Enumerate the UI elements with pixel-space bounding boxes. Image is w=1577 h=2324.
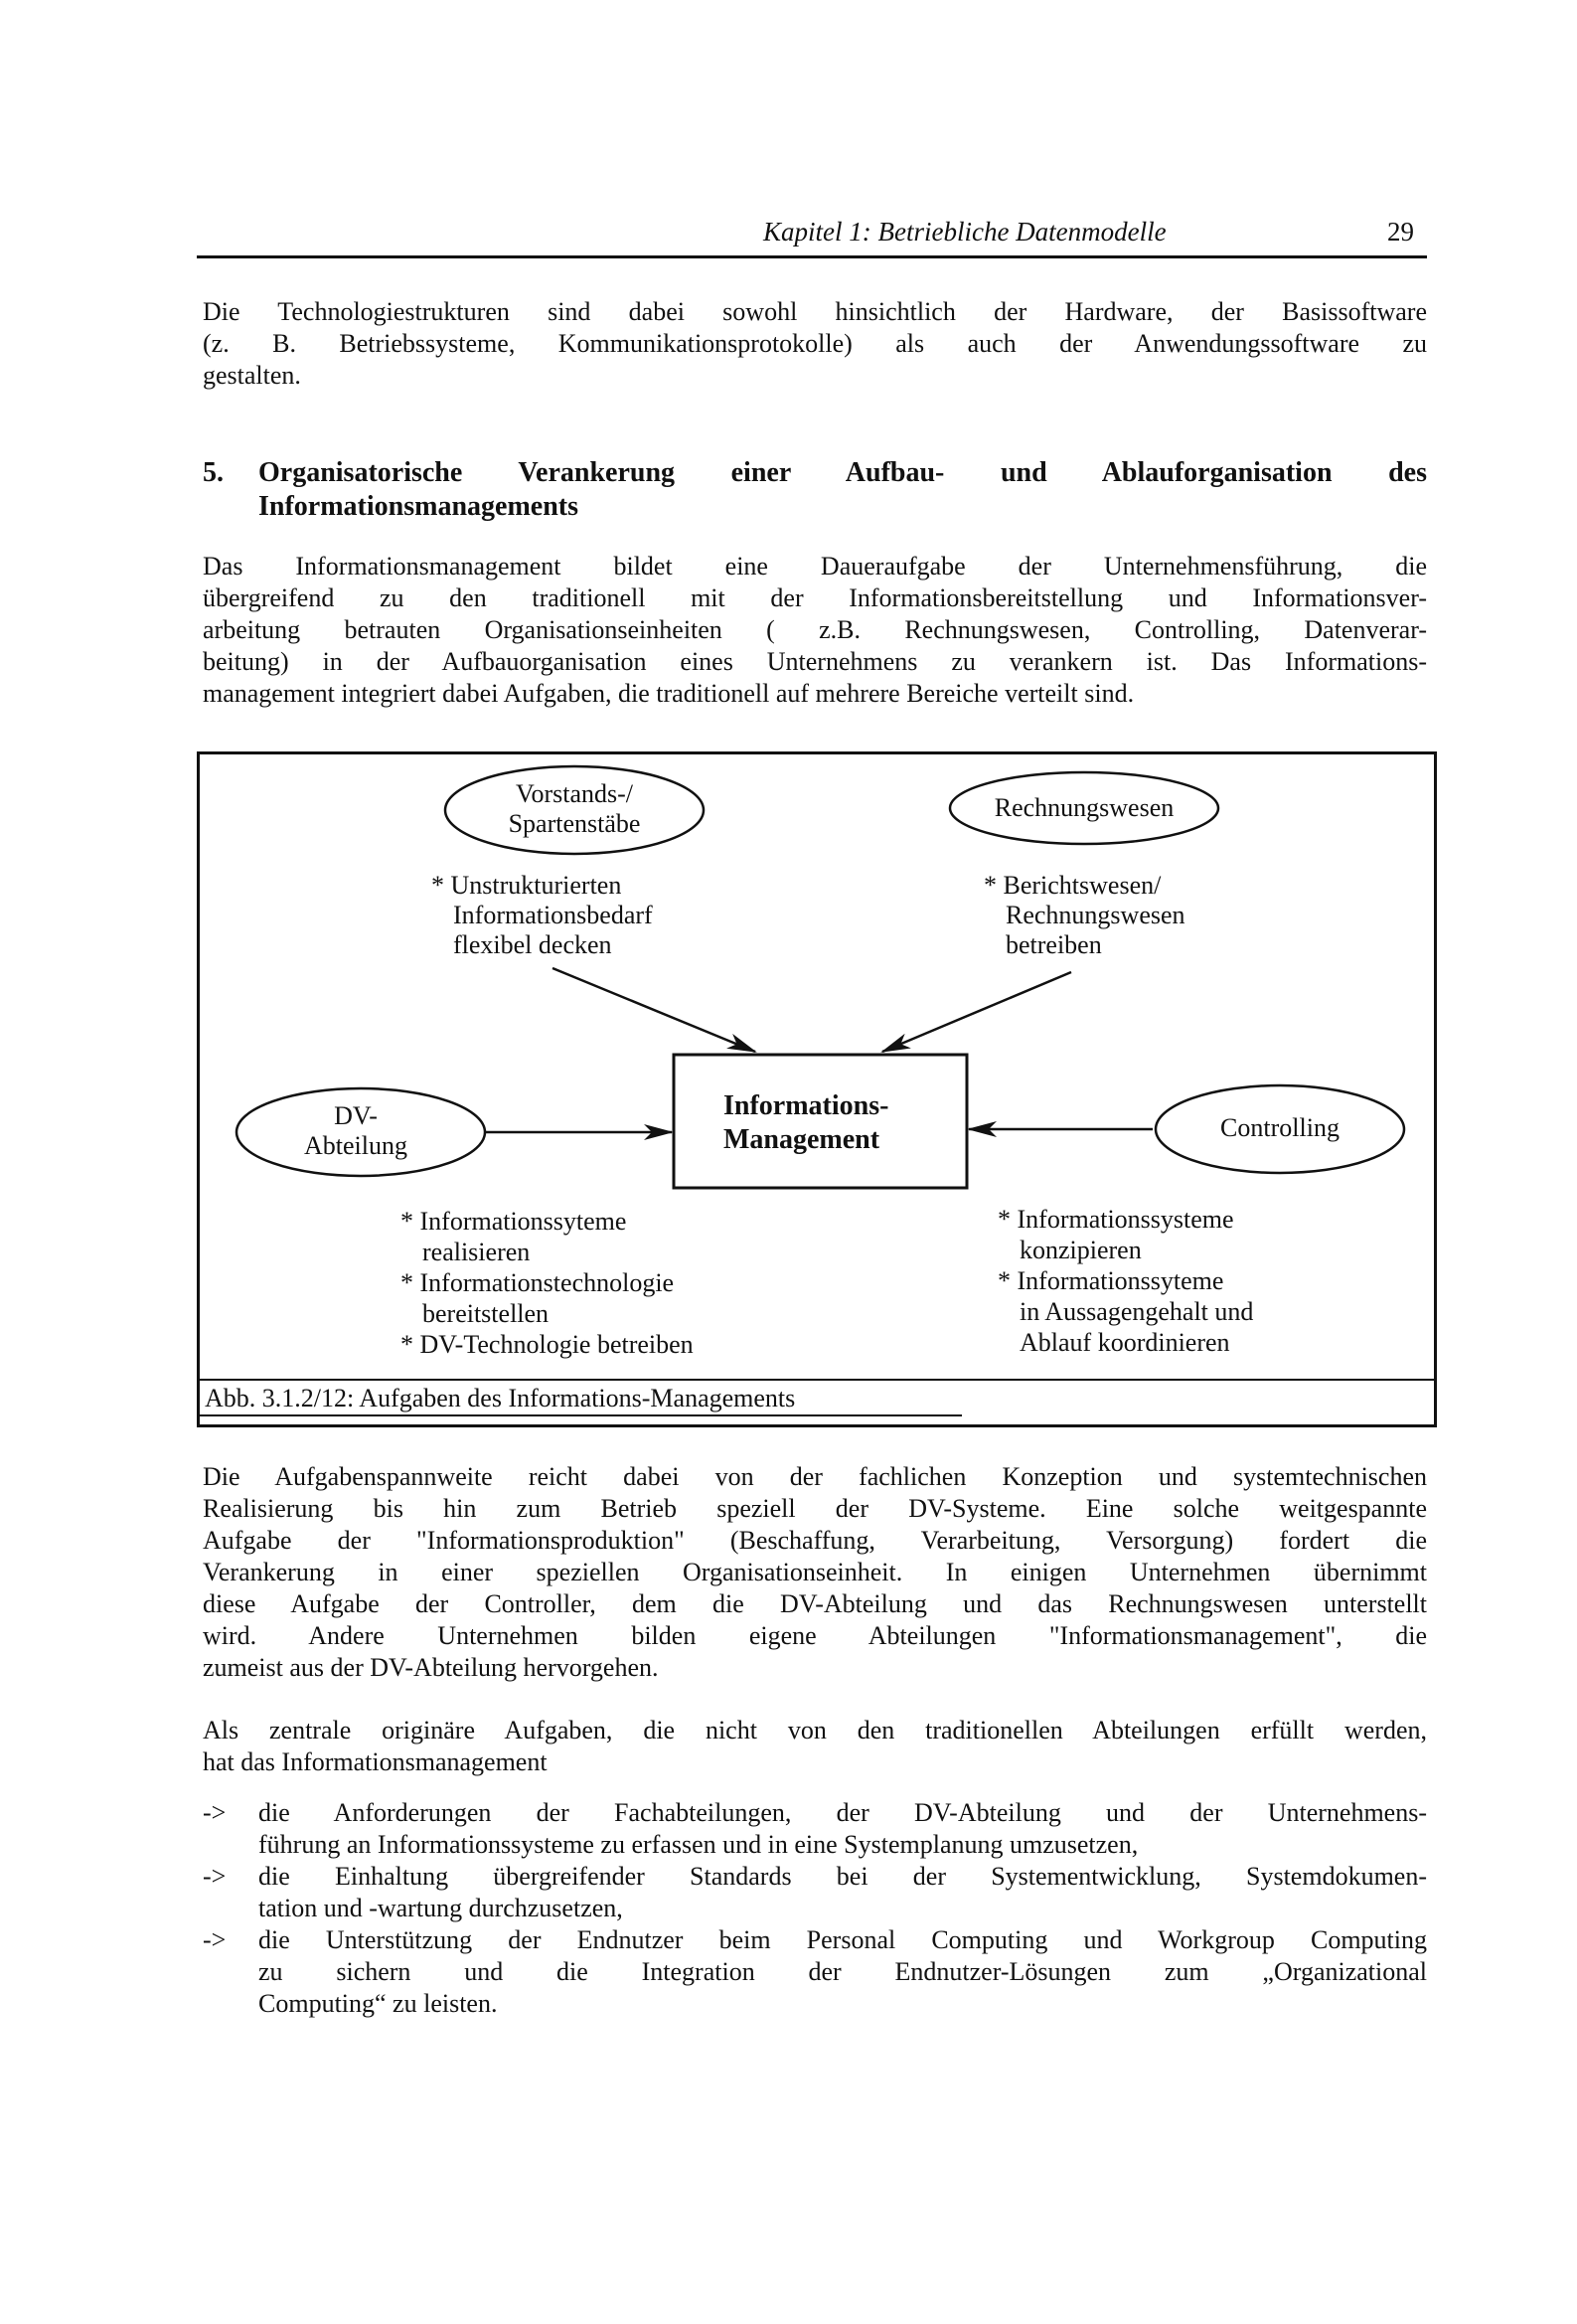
paragraph-line: arbeitung betrauten Organisationseinheiten ( z.B. Rechnungswesen, Controlling, Datenverar- xyxy=(203,615,1427,644)
arrow-vorstand-to-center xyxy=(552,968,755,1052)
list-item-line: tation und -wartung durchzusetzen, xyxy=(258,1894,623,1922)
section-title-line: Organisatorische Verankerung einer Aufbau- und Ablauforganisation des xyxy=(258,457,1427,488)
center-label-line: Informations- xyxy=(723,1090,889,1121)
header-rule xyxy=(197,255,1427,258)
task-line: Informationsbedarf xyxy=(453,901,653,929)
center-label xyxy=(723,1089,962,1157)
list-item-line: die Einhaltung übergreifender Standards bei der Systementwicklung, Systemdokumen- xyxy=(258,1862,1427,1891)
rechnungswesen-label: Rechnungswesen xyxy=(994,793,1175,822)
list-item-line: die Unterstützung der Endnutzer beim Personal Computing und Workgroup Computing xyxy=(258,1925,1427,1954)
paragraph-line: Die Aufgabenspannweite reicht dabei von der fachlichen Konzeption und systemtechnischen xyxy=(203,1462,1427,1491)
intro-line: (z. B. Betriebssysteme, Kommunikationsprotokolle) als auch der Anwendungssoftware zu xyxy=(203,329,1427,358)
list-item-line: zu sichern und die Integration der Endnutzer-Lösungen zum „Organizational xyxy=(258,1957,1427,1986)
paragraph-line: zumeist aus der DV-Abteilung hervorgehen. xyxy=(203,1653,659,1682)
rechnung-tasks xyxy=(984,871,1302,960)
vorstand-label-line: Spartenstäbe xyxy=(508,809,641,838)
arrow-rechnung-to-center xyxy=(882,972,1071,1052)
task-line: * Informationssyteme xyxy=(400,1207,627,1236)
paragraph-line: management integriert dabei Aufgaben, die traditionell auf mehrere Bereiche verteilt sind. xyxy=(203,679,1135,708)
task-line: konzipieren xyxy=(1020,1236,1142,1264)
task-line: * Unstrukturierten xyxy=(431,871,622,900)
task-line: * Informationstechnologie xyxy=(400,1268,675,1297)
dv-tasks xyxy=(400,1206,778,1360)
paragraph-line: hat das Informationsmanagement xyxy=(203,1747,548,1776)
vorstand-label xyxy=(475,779,674,839)
dv-label-line: Abteilung xyxy=(304,1131,407,1160)
section-number: 5. xyxy=(203,457,224,488)
task-line: Rechnungswesen xyxy=(1006,901,1185,929)
list-marker: -> xyxy=(203,1925,227,1954)
task-line: * Berichtswesen/ xyxy=(984,871,1162,900)
paragraph-line: diese Aufgabe der Controller, dem die DV-Abteilung und das Rechnungswesen unterstellt xyxy=(203,1589,1427,1618)
center-label-line: Management xyxy=(723,1124,880,1155)
list-item-line: Computing“ zu leisten. xyxy=(258,1989,498,2018)
section-title xyxy=(258,456,1427,524)
task-line: * Informationssysteme xyxy=(998,1205,1234,1234)
list-item xyxy=(203,1861,1427,1924)
dv-label xyxy=(271,1101,440,1161)
dv-label-line: DV- xyxy=(334,1101,378,1130)
list-item xyxy=(203,1924,1427,2020)
paragraph-spannweite xyxy=(203,1461,1427,1684)
intro-line: Die Technologiestrukturen sind dabei sowohl hinsichtlich der Hardware, der Basissoftware xyxy=(203,297,1427,326)
figure-caption: Abb. 3.1.2/12: Aufgaben des Informations-Managements xyxy=(205,1384,796,1412)
task-list xyxy=(203,1797,1427,2020)
task-line: flexibel decken xyxy=(453,930,612,959)
intro-line: gestalten. xyxy=(203,361,301,390)
paragraph-line: beitung) in der Aufbauorganisation eines Unternehmens zu verankern ist. Das Informations- xyxy=(203,647,1427,676)
list-marker: -> xyxy=(203,1798,227,1827)
task-line: bereitstellen xyxy=(422,1299,550,1328)
paragraph-line: Das Informationsmanagement bildet eine Daueraufgabe der Unternehmensführung, die xyxy=(203,552,1427,581)
task-line: realisieren xyxy=(422,1238,531,1266)
paragraph-organisation xyxy=(203,551,1427,710)
list-item-line: die Anforderungen der Fachabteilungen, der DV-Abteilung und der Unternehmens- xyxy=(258,1798,1427,1827)
paragraph-line: Als zentrale originäre Aufgaben, die nicht von den traditionellen Abteilungen erfüllt werden, xyxy=(203,1716,1427,1744)
list-item xyxy=(203,1797,1427,1861)
paragraph-line: wird. Andere Unternehmen bilden eigene Abteilungen "Informationsmanagement", die xyxy=(203,1621,1427,1650)
controlling-label: Controlling xyxy=(1220,1113,1340,1142)
task-line: * Informationssyteme xyxy=(998,1266,1224,1295)
vorstand-tasks xyxy=(431,871,749,960)
task-line: in Aussagengehalt und xyxy=(1020,1297,1254,1326)
paragraph-line: Verankerung in einer speziellen Organisationseinheit. In einigen Unternehmen übernimmt xyxy=(203,1558,1427,1586)
list-item-line: führung an Informationssysteme zu erfassen und in eine Systemplanung umzusetzen, xyxy=(258,1830,1139,1859)
paragraph-line: Realisierung bis hin zum Betrieb speziell der DV-Systeme. Eine solche weitgespannte xyxy=(203,1494,1427,1523)
controlling-tasks xyxy=(998,1204,1355,1358)
paragraph-line: übergreifend zu den traditionell mit der Informationsbereitstellung und Informationsver- xyxy=(203,583,1427,612)
figure xyxy=(197,751,1437,1427)
running-header-title: Kapitel 1: Betriebliche Datenmodelle xyxy=(763,217,1167,247)
section-title-line: Informationsmanagements xyxy=(258,491,578,522)
intro-paragraph xyxy=(203,296,1427,392)
page-number: 29 xyxy=(1387,217,1414,247)
task-line: Ablauf koordinieren xyxy=(1020,1328,1230,1357)
task-line: betreiben xyxy=(1006,930,1102,959)
paragraph-line: Aufgabe der "Informationsproduktion" (Beschaffung, Verarbeitung, Versorgung) fordert die xyxy=(203,1526,1427,1555)
vorstand-label-line: Vorstands-/ xyxy=(516,779,633,808)
paragraph-aufgaben xyxy=(203,1715,1427,1778)
task-line: * DV-Technologie betreiben xyxy=(400,1330,694,1359)
list-marker: -> xyxy=(203,1862,227,1891)
